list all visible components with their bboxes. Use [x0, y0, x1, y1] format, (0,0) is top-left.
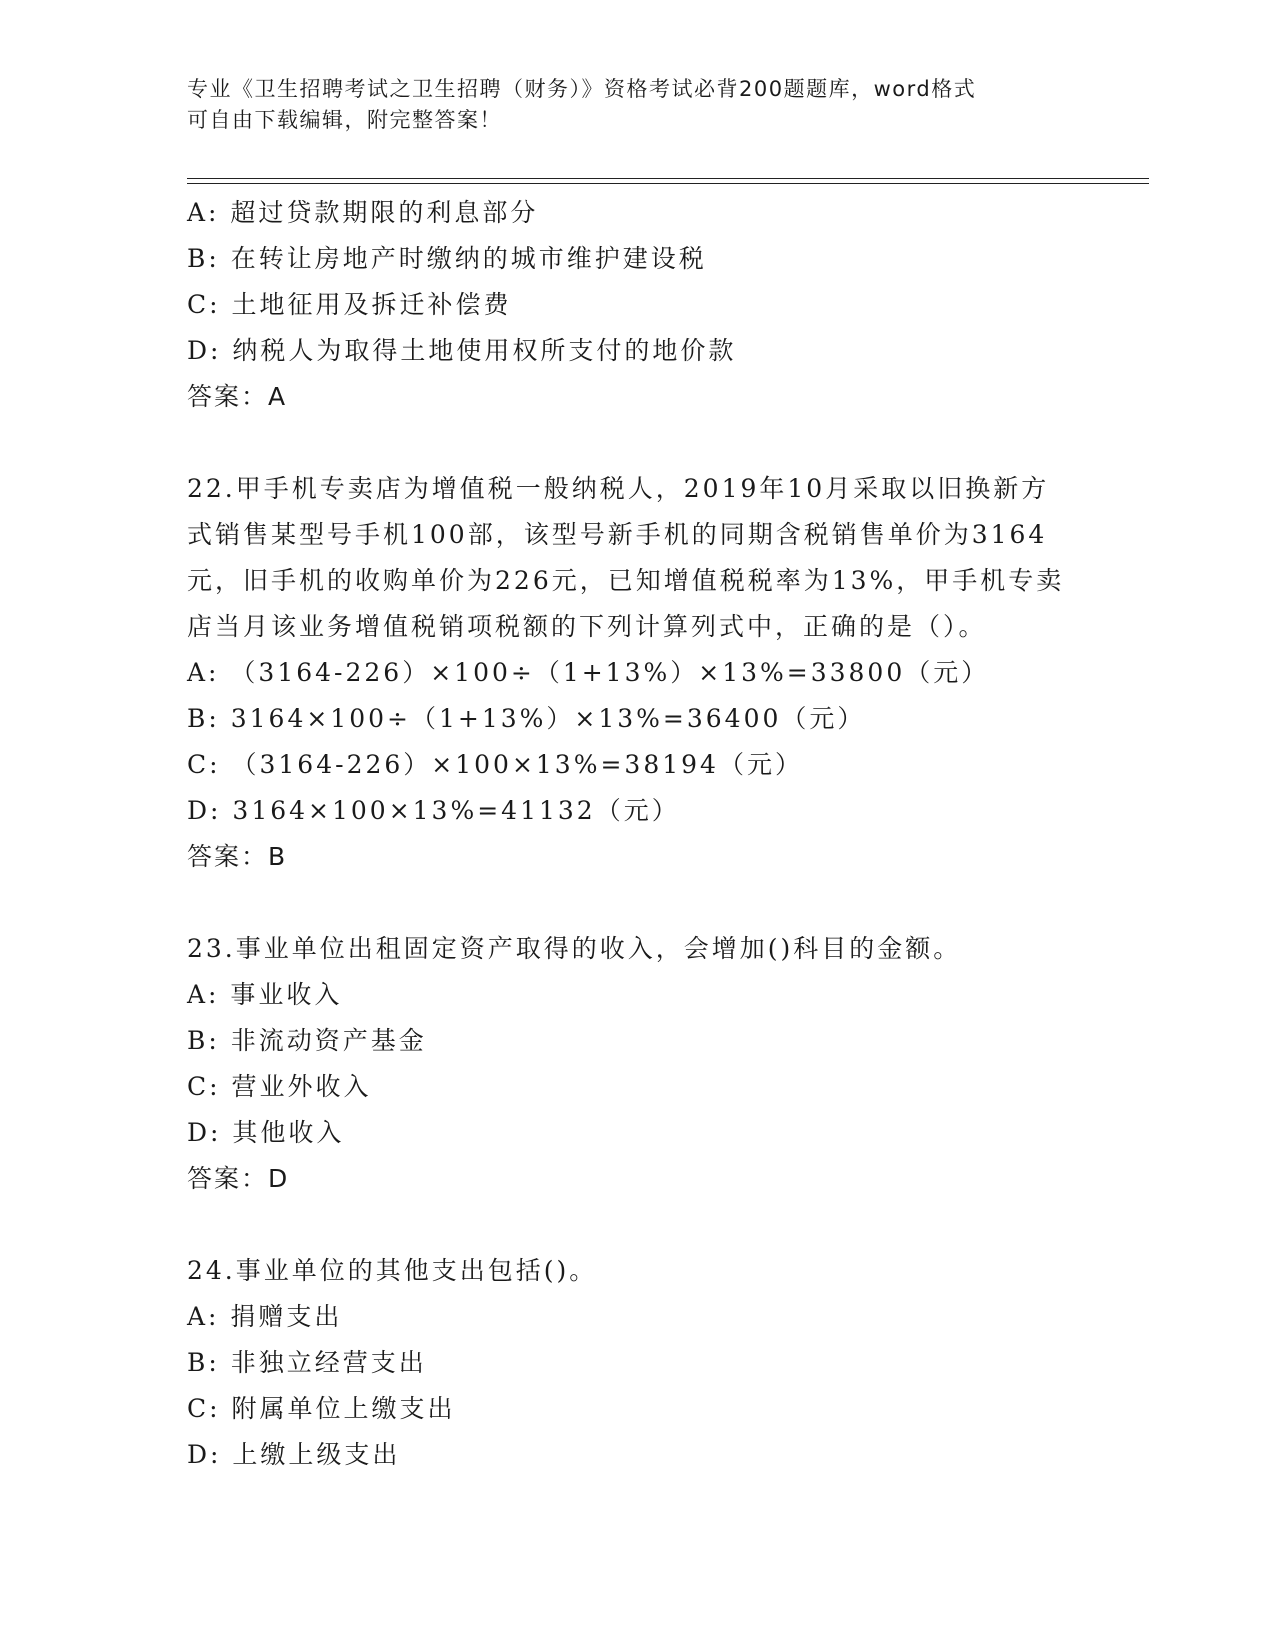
q23-option-d: D: 其他收入 [187, 1118, 345, 1147]
q23-option-c: C: 营业外收入 [187, 1072, 372, 1101]
q24-option-a: A: 捐赠支出 [187, 1302, 343, 1331]
q24-option-d: D: 上缴上级支出 [187, 1440, 401, 1469]
q21-option-a: A: 超过贷款期限的利息部分 [187, 198, 539, 227]
q22-option-a: A: （3164-226）×100÷（1+13%）×13%=33800（元） [187, 658, 990, 687]
q22-stem-line-4: 店当月该业务增值税销项税额的下列计算列式中，正确的是（）。 [187, 612, 987, 641]
spacer [187, 420, 1087, 466]
q23-option-a: A: 事业收入 [187, 980, 343, 1009]
q24-option-b: B: 非独立经营支出 [187, 1348, 427, 1377]
header-line-2: 可自由下载编辑，附完整答案！ [187, 108, 502, 132]
q22-stem-line-3: 元，旧手机的收购单价为226元，已知增值税税率为13%，甲手机专卖 [187, 566, 1065, 595]
q22-option-b: B: 3164×100÷（1+13%）×13%=36400（元） [187, 704, 866, 733]
question-23 [187, 926, 1087, 1202]
q23-option-b: B: 非流动资产基金 [187, 1026, 427, 1055]
q22-stem-line-1: 22.甲手机专卖店为增值税一般纳税人，2019年10月采取以旧换新方 [187, 474, 1050, 503]
q22-option-d: D: 3164×100×13%=41132（元） [187, 796, 680, 825]
question-list [187, 190, 1087, 1478]
q23-answer: 答案：D [187, 1164, 290, 1193]
q24-stem-line-1: 24.事业单位的其他支出包括()。 [187, 1256, 598, 1285]
question-21-tail [187, 190, 1087, 420]
q24-option-c: C: 附属单位上缴支出 [187, 1394, 456, 1423]
q21-option-d: D: 纳税人为取得土地使用权所支付的地价款 [187, 336, 737, 365]
q22-stem-line-2: 式销售某型号手机100部，该型号新手机的同期含税销售单价为3164 [187, 520, 1048, 549]
spacer [187, 1202, 1087, 1248]
question-24 [187, 1248, 1087, 1478]
q22-option-c: C: （3164-226）×100×13%=38194（元） [187, 750, 803, 779]
q21-option-b: B: 在转让房地产时缴纳的城市维护建设税 [187, 244, 707, 273]
header-divider-bottom [187, 183, 1149, 184]
spacer [187, 880, 1087, 926]
q21-answer: 答案：A [187, 382, 288, 411]
document-header [187, 74, 1067, 136]
q23-stem-line-1: 23.事业单位出租固定资产取得的收入，会增加()科目的金额。 [187, 934, 962, 963]
q21-option-c: C: 土地征用及拆迁补偿费 [187, 290, 512, 319]
question-22 [187, 466, 1087, 880]
header-divider-top [187, 178, 1149, 179]
q22-answer: 答案：B [187, 842, 288, 871]
header-line-1: 专业《卫生招聘考试之卫生招聘（财务）》资格考试必背200题题库，word格式 [187, 77, 977, 101]
